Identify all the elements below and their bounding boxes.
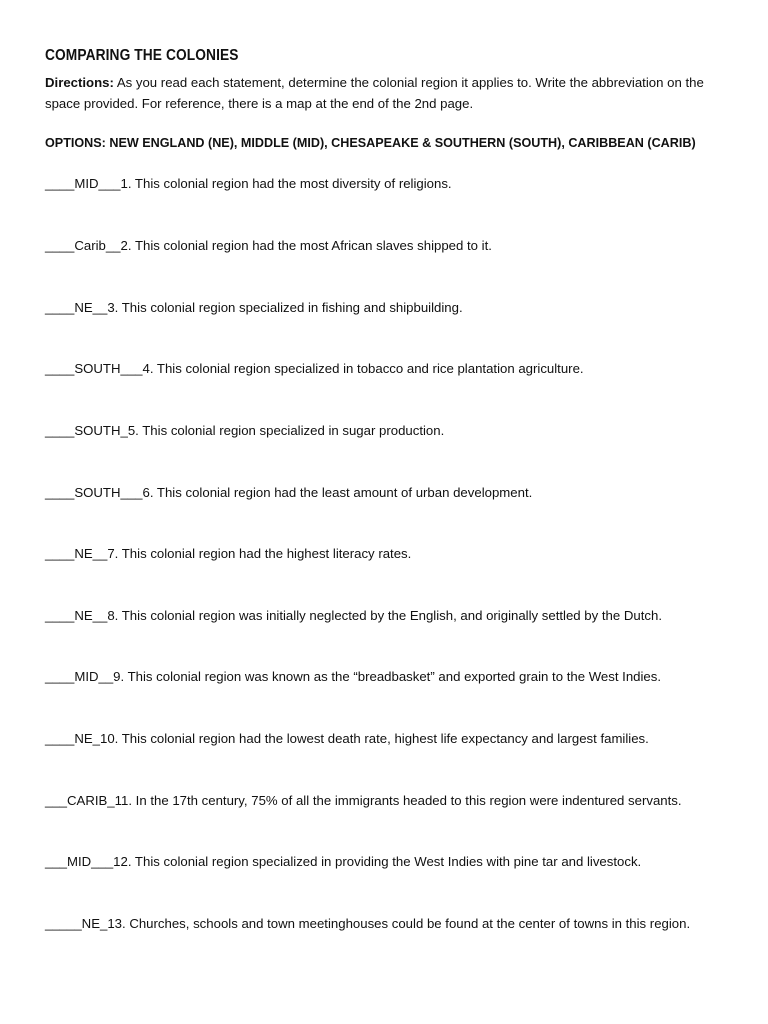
question-12: ___MID___12. This colonial region specialized in providing the West Indies with pine tar and livestock. [45,854,642,869]
question-6: ____SOUTH___6. This colonial region had the least amount of urban development. [45,485,533,500]
question-13: _____NE_13. Churches, schools and town meetinghouses could be found at the center of towns in this region. [45,916,691,931]
question-4: ____SOUTH___4. This colonial region specialized in tobacco and rice plantation agriculture. [45,361,584,376]
directions-label: Directions: [45,75,114,90]
directions-paragraph [45,73,725,114]
answer-options: OPTIONS: NEW ENGLAND (NE), MIDDLE (MID), CHESAPEAKE & SOUTHERN (SOUTH), CARIBBEAN (CARIB) [45,136,696,150]
question-10: ____NE_10. This colonial region had the lowest death rate, highest life expectancy and largest families. [45,731,649,746]
question-2: ____Carib__2. This colonial region had the most African slaves shipped to it. [45,238,492,253]
question-11: ___CARIB_11. In the 17th century, 75% of all the immigrants headed to this region were indentured servants. [45,793,682,808]
question-7: ____NE__7. This colonial region had the highest literacy rates. [45,546,412,561]
question-8: ____NE__8. This colonial region was initially neglected by the English, and originally settled by the Dutch. [45,608,663,623]
question-3: ____NE__3. This colonial region specialized in fishing and shipbuilding. [45,300,463,315]
question-9: ____MID__9. This colonial region was known as the “breadbasket” and exported grain to the West Indies. [45,669,662,684]
question-1: ____MID___1. This colonial region had the most diversity of religions. [45,176,452,191]
page-title: COMPARING THE COLONIES [45,47,239,64]
directions-text: As you read each statement, determine the colonial region it applies to. Write the abbreviation on the space provided. For reference, there is a map at the end of the 2nd page. [45,75,704,111]
question-5: ____SOUTH_5. This colonial region specialized in sugar production. [45,423,445,438]
